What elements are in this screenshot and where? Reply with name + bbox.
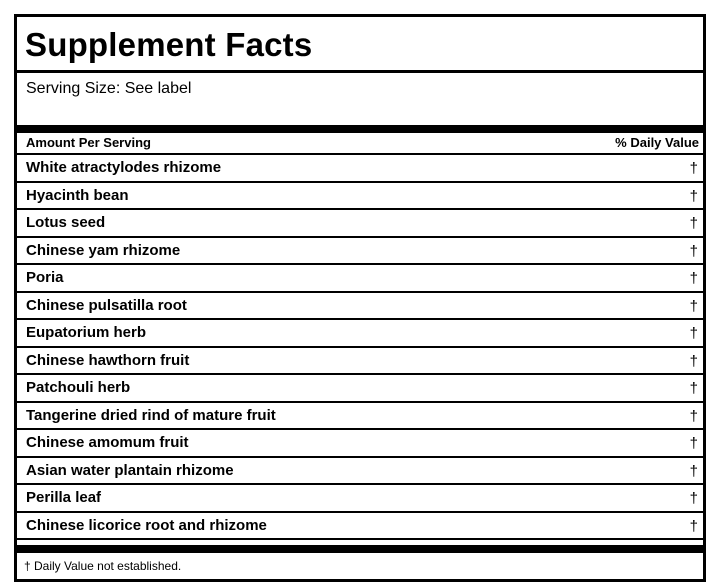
ingredient-row [17, 208, 703, 236]
title-divider [17, 70, 703, 73]
dagger-symbol: † [689, 462, 698, 480]
ingredient-name: Perilla leaf [26, 489, 102, 506]
ingredient-row [17, 511, 703, 539]
ingredient-name: Chinese pulsatilla root [26, 296, 187, 314]
ingredient-row [17, 428, 703, 456]
dagger-symbol: † [689, 187, 698, 205]
dagger-symbol: † [689, 490, 698, 507]
list-end-divider [17, 538, 703, 540]
supplement-facts-panel [14, 14, 706, 582]
ingredient-row [17, 401, 703, 429]
dagger-symbol: † [689, 380, 698, 397]
ingredient-row [17, 181, 703, 209]
table-header-row [17, 133, 703, 153]
ingredient-name: Tangerine dried rind of mature fruit [26, 406, 276, 424]
daily-value-footnote: † Daily Value not established. [24, 559, 182, 573]
dagger-symbol: † [689, 325, 698, 342]
ingredient-row [17, 291, 703, 319]
serving-size-text: Serving Size: See label [26, 80, 192, 97]
ingredient-name: Asian water plantain rhizome [26, 461, 234, 479]
thick-divider-top [17, 125, 703, 133]
ingredient-name: Chinese yam rhizome [26, 241, 181, 259]
dagger-symbol: † [689, 517, 698, 535]
panel-title: Supplement Facts [25, 26, 313, 63]
ingredient-name: Hyacinth bean [26, 186, 129, 204]
ingredient-name: White atractylodes rhizome [26, 159, 222, 176]
ingredient-row [17, 153, 703, 181]
dagger-symbol: † [689, 352, 698, 370]
ingredient-name: Poria [26, 269, 64, 286]
amount-per-serving-header: Amount Per Serving [26, 135, 151, 150]
daily-value-header: % Daily Value [615, 135, 699, 150]
dagger-symbol: † [689, 297, 698, 315]
ingredient-name: Chinese amomum fruit [26, 434, 189, 451]
dagger-symbol: † [689, 407, 698, 425]
ingredient-row [17, 483, 703, 511]
dagger-symbol: † [689, 270, 698, 287]
ingredient-name: Lotus seed [26, 214, 106, 231]
dagger-symbol: † [689, 160, 698, 177]
thick-divider-bottom [17, 545, 703, 553]
dagger-symbol: † [689, 242, 698, 260]
dagger-symbol: † [689, 215, 698, 232]
ingredient-name: Eupatorium herb [26, 324, 147, 341]
ingredient-name: Chinese hawthorn fruit [26, 351, 190, 369]
ingredient-name: Chinese licorice root and rhizome [26, 516, 267, 534]
ingredient-row [17, 373, 703, 401]
ingredient-row [17, 346, 703, 374]
dagger-symbol: † [689, 435, 698, 452]
ingredient-row [17, 236, 703, 264]
ingredient-row [17, 318, 703, 346]
ingredient-name: Patchouli herb [26, 379, 131, 396]
ingredient-list [17, 153, 703, 538]
ingredient-row [17, 456, 703, 484]
ingredient-row [17, 263, 703, 291]
